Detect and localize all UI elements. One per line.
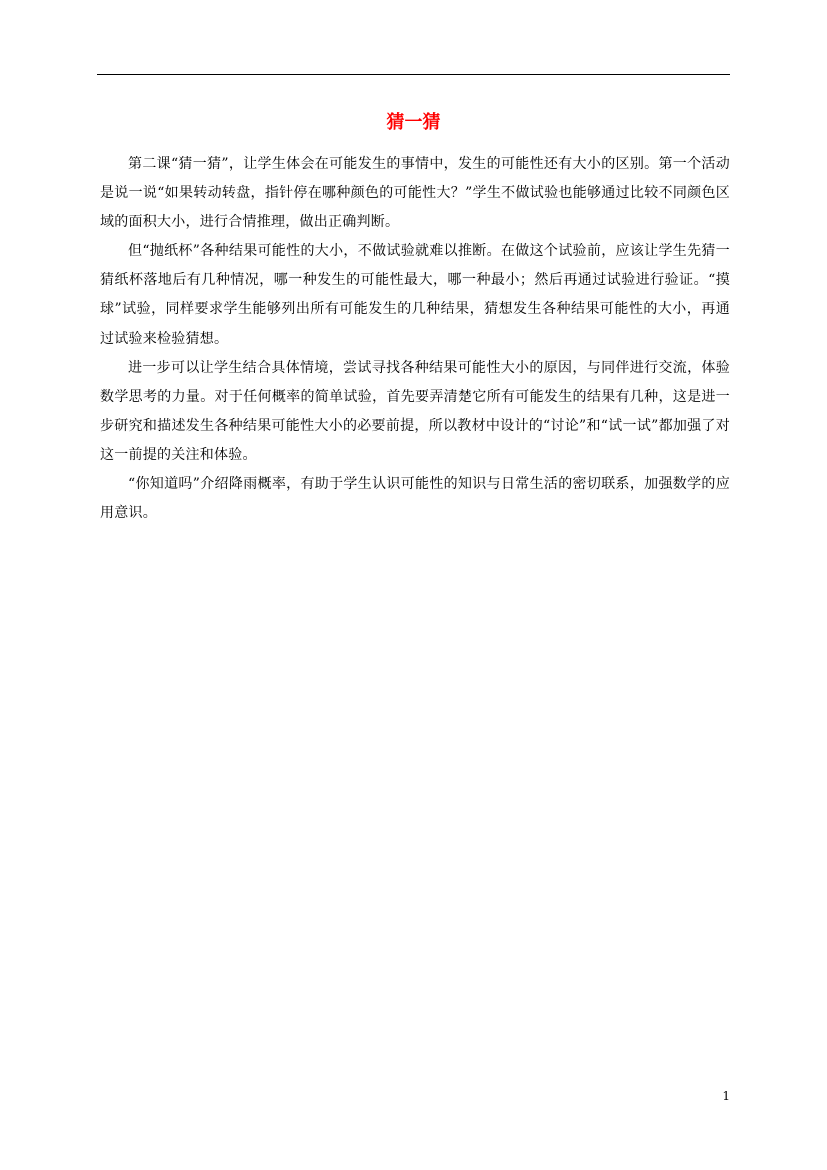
paragraph-3: 进一步可以让学生结合具体情境，尝试寻找各种结果可能性大小的原因，与同伴进行交流，体验数学思考的力量。对于任何概率的简单试验，首先要弄清楚它所有可能发生的结果有几种，这是进一步研究和描述发生各种结果可能性大小的必要前提，所以教材中设计的“讨论”和“试一试”都加强了对这一前提的关注和体验。 — [100, 359, 730, 463]
paragraph-1: 第二课“猜一猜”，让学生体会在可能发生的事情中，发生的可能性还有大小的区别。第一个活动是说一说“如果转动转盘，指针停在哪种颜色的可能性大？”学生不做试验也能够通过比较不同颜色区域的面积大小，进行合情推理，做出正确判断。 — [100, 156, 730, 231]
body-text — [100, 150, 730, 528]
header-rule — [97, 74, 730, 75]
page-title: 猜一猜 — [386, 112, 441, 133]
paragraph-2: 但“抛纸杯”各种结果可能性的大小，不做试验就难以推断。在做这个试验前，应该让学生先猜一猜纸杯落地后有几种情况，哪一种发生的可能性最大，哪一种最小；然后再通过试验进行验证。“摸球”试验，同样要求学生能够列出所有可能发生的几种结果，猜想发生各种结果可能性的大小，再通过试验来检验猜想。 — [100, 243, 730, 347]
page-number: 1 — [722, 1089, 730, 1103]
paragraph-4: “你知道吗”介绍降雨概率，有助于学生认识可能性的知识与日常生活的密切联系，加强数学的应用意识。 — [100, 476, 730, 522]
